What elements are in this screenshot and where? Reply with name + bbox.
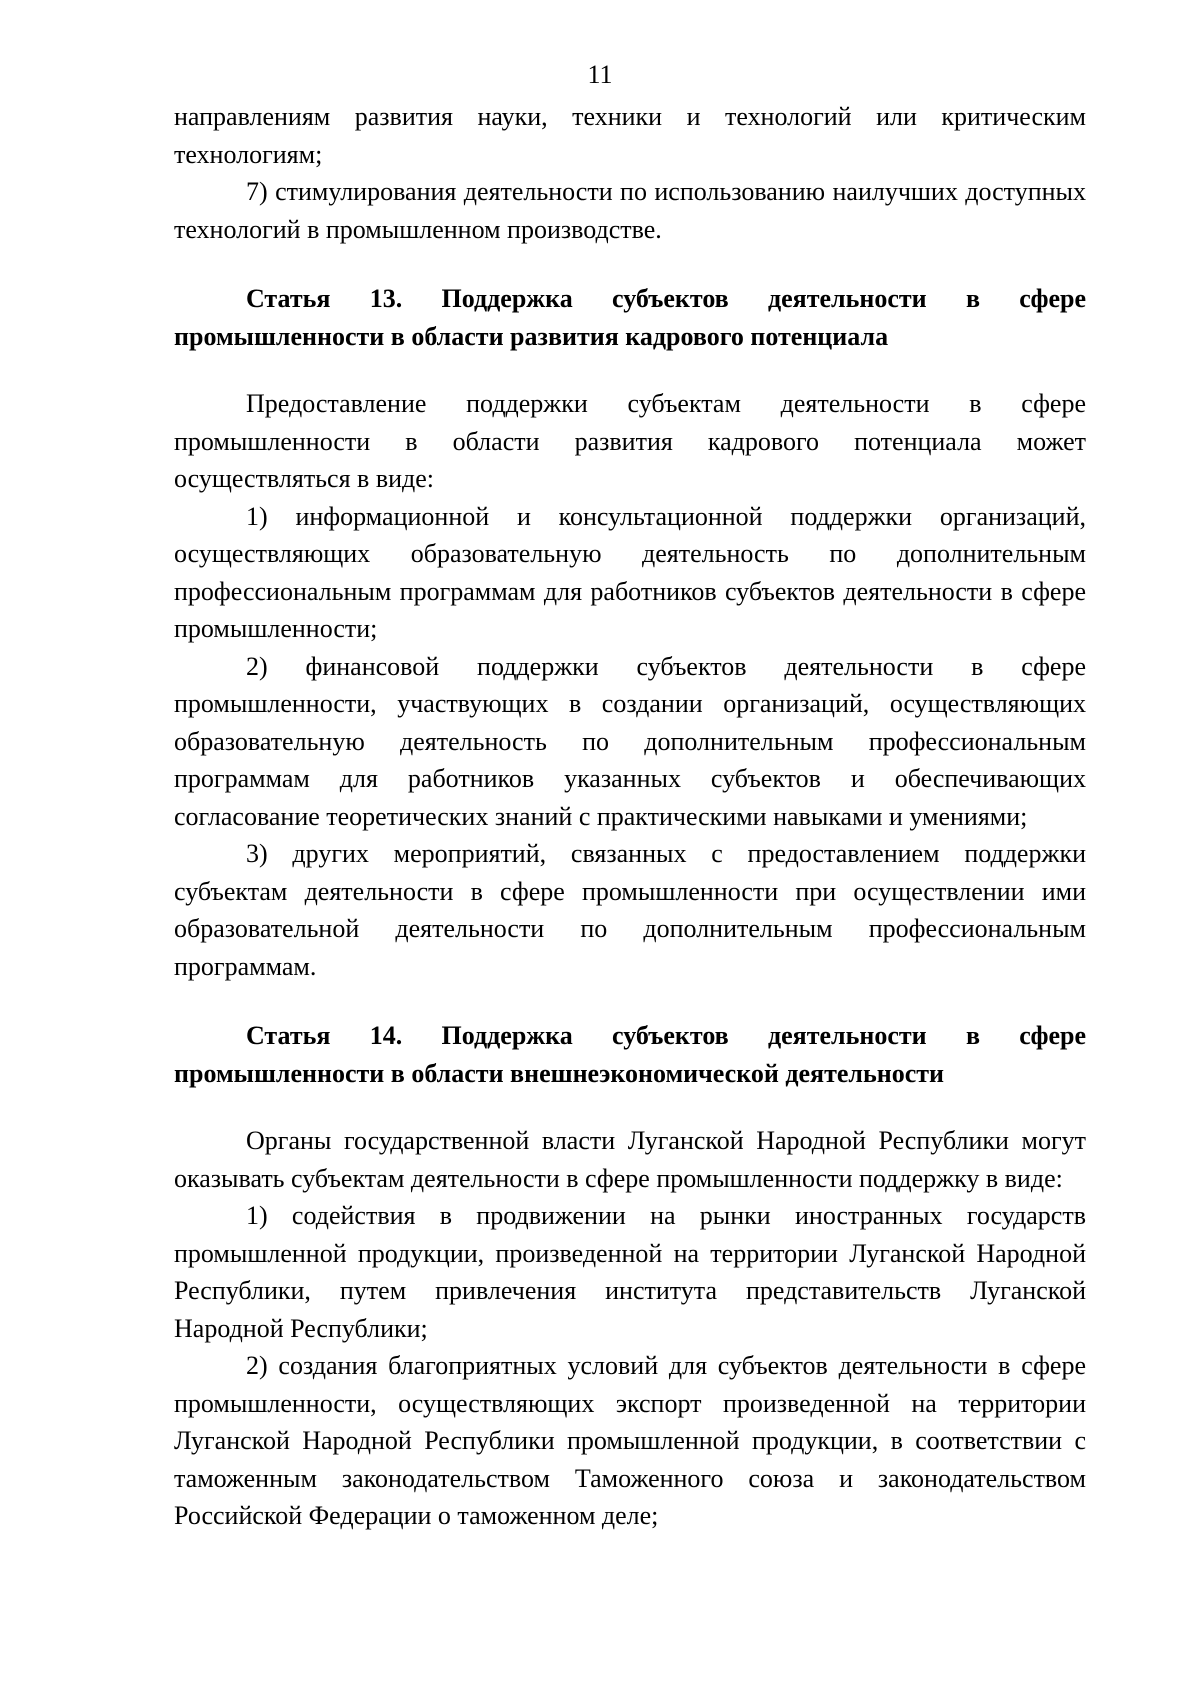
article-13-lead: Предоставление поддержки субъектам деятельности в сфере промышленности в области развития кадрового потенциала может осуществляться в виде: <box>174 389 1086 493</box>
article-14-item-2: 2) создания благоприятных условий для субъектов деятельности в сфере промышленности, осуществляющих экспорт произведенной на территории Луганской Народной Республики промышленной продукции, в соответствии с таможенным законодательством Таможенного союза и законодательством Российской Федерации о таможенном деле; <box>174 1351 1086 1530</box>
article-13-item-2: 2) финансовой поддержки субъектов деятельности в сфере промышленности, участвующих в создании организаций, осуществляющих образовательную деятельность по дополнительным профессиональным программам для работников указанных субъектов и обеспечивающих согласование теоретических знаний с практическими навыками и умениями; <box>174 651 1086 831</box>
article-13 <box>174 280 1086 985</box>
intro-continuation: направлениям развития науки, техники и технологий или критическим технологиям; <box>174 102 1086 169</box>
article-13-item-3: 3) других мероприятий, связанных с предоставлением поддержки субъектам деятельности в сфере промышленности при осуществлении ими образовательной деятельности по дополнительным профессиональным программам. <box>174 839 1086 981</box>
article-14-heading: Статья 14. Поддержка субъектов деятельности в сфере промышленности в области внешнеэкономической деятельности <box>174 1021 1086 1088</box>
article-13-heading: Статья 13. Поддержка субъектов деятельности в сфере промышленности в области развития кадрового потенциала <box>174 284 1086 351</box>
page-number: 11 <box>587 60 613 89</box>
article-13-item-1: 1) информационной и консультационной поддержки организаций, осуществляющих образовательную деятельность по дополнительным профессиональным программам для работников субъектов деятельности в сфере промышленности; <box>174 501 1086 643</box>
article-14 <box>174 1017 1086 1535</box>
article-14-lead: Органы государственной власти Луганской Народной Республики могут оказывать субъектам деятельности в сфере промышленности поддержку в виде: <box>174 1126 1086 1193</box>
article-14-item-1: 1) содействия в продвижении на рынки иностранных государств промышленной продукции, произведенной на территории Луганской Народной Республики, путем привлечения института представительств Луганской Народной Республики; <box>174 1201 1086 1343</box>
intro-item-7: 7) стимулирования деятельности по использованию наилучших доступных технологий в промышленном производстве. <box>174 177 1086 244</box>
intro-section <box>174 98 1086 248</box>
